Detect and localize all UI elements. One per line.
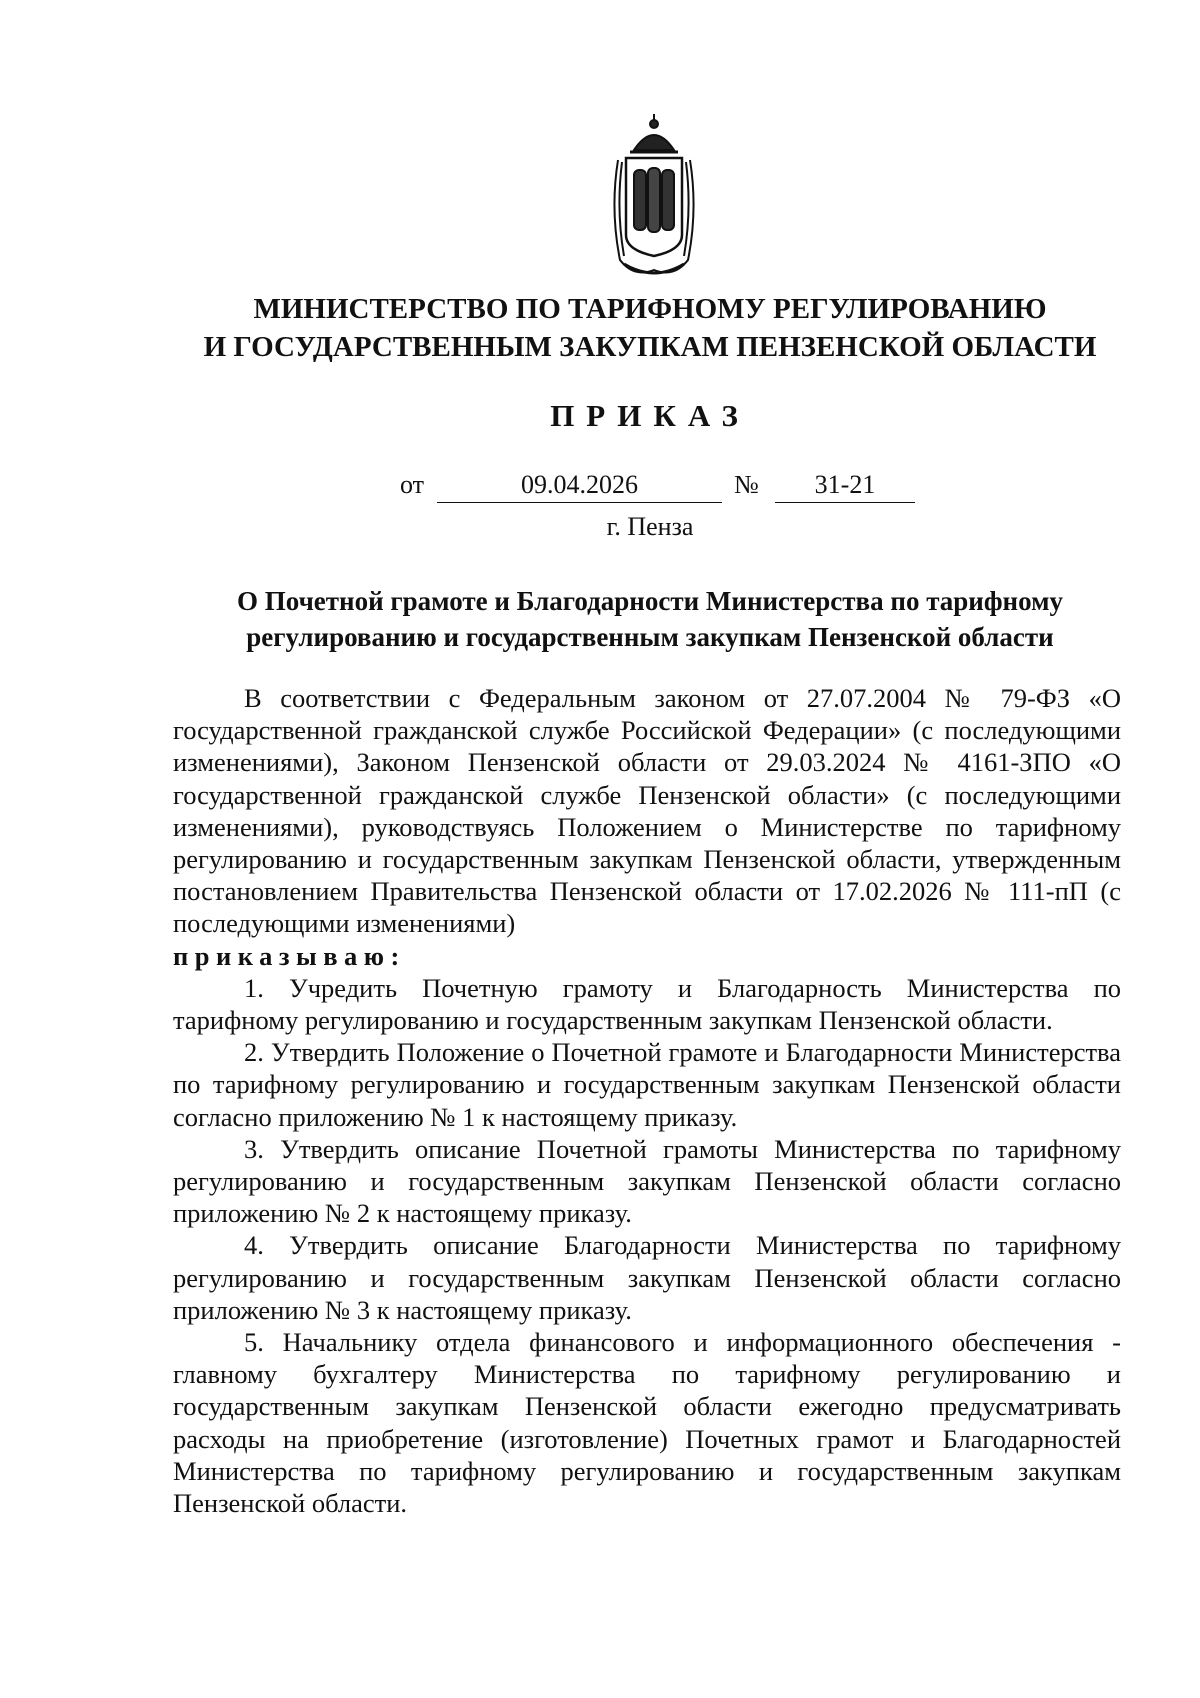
item-paragraph-3: 3. Утвердить описание Почетной грамоты Министерства по тарифному регулированию и государственным закупкам Пензенской области согласно приложению № 2 к настоящему приказу. (173, 1133, 1121, 1229)
document-number: 31-21 (775, 470, 915, 503)
ministry-title-line-1: МИНИСТЕРСТВО ПО ТАРИФНОМУ РЕГУЛИРОВАНИЮ (253, 293, 1047, 325)
date-label: от (400, 470, 425, 499)
decree-word: приказываю: (173, 940, 406, 971)
subject-line-2: регулированию и государственным закупкам Пензенской области (246, 622, 1054, 652)
document-type-heading: ПРИКАЗ (550, 398, 750, 433)
item-paragraph-2: 2. Утвердить Положение о Почетной грамоте и Благодарности Министерства по тарифному регулированию и государственным закупкам Пензенской области согласно приложению № 1 к настоящему приказу. (173, 1037, 1121, 1132)
document-subject (140, 583, 1160, 655)
item-paragraph-1: 1. Учредить Почетную грамоту и Благодарность Министерства по тарифному регулированию и государственным закупкам Пензенской области. (173, 972, 1121, 1036)
item-paragraph-5: 5. Начальнику отдела финансового и информационного обеспечения - главному бухгалтеру Министерства по тарифному регулированию и государственным закупкам Пензенской области ежегодно предусматривать расходы на приобретение (изготовление) Почетных грамот и Благодарностей Министерства по тарифному регулированию и государственным закупкам Пензенской области. (173, 1327, 1121, 1519)
item-paragraph-4: 4. Утвердить описание Благодарности Министерства по тарифному регулированию и государственным закупкам Пензенской области согласно приложению № 3 к настоящему приказу. (173, 1230, 1121, 1325)
coat-of-arms-icon (604, 110, 704, 282)
city-line: г. Пенза (606, 512, 694, 541)
number-label: № (734, 470, 759, 499)
ministry-title (120, 290, 1180, 366)
document-body (173, 682, 1121, 1519)
document-date: 09.04.2026 (437, 470, 722, 503)
preamble-paragraph: В соответствии с Федеральным законом от 27.07.2004 № 79-ФЗ «О государственной гражданской службе Российской Федерации» (с последующими изменениями), Законом Пензенской области от 29.03.2024 № 4161-ЗПО «О государственной гражданской службе Пензенской области» (с последующими изменениями), руководствуясь Положением о Министерстве по тарифному регулированию и государственным закупкам Пензенской области, утвержденным постановлением Правительства Пензенской области от 17.02.2026 № 111-пП (с последующими изменениями) (173, 683, 1121, 939)
subject-line-1: О Почетной грамоте и Благодарности Министерства по тарифному (237, 586, 1063, 616)
ministry-title-line-2: И ГОСУДАРСТВЕННЫМ ЗАКУПКАМ ПЕНЗЕНСКОЙ ОБЛАСТИ (203, 331, 1097, 363)
